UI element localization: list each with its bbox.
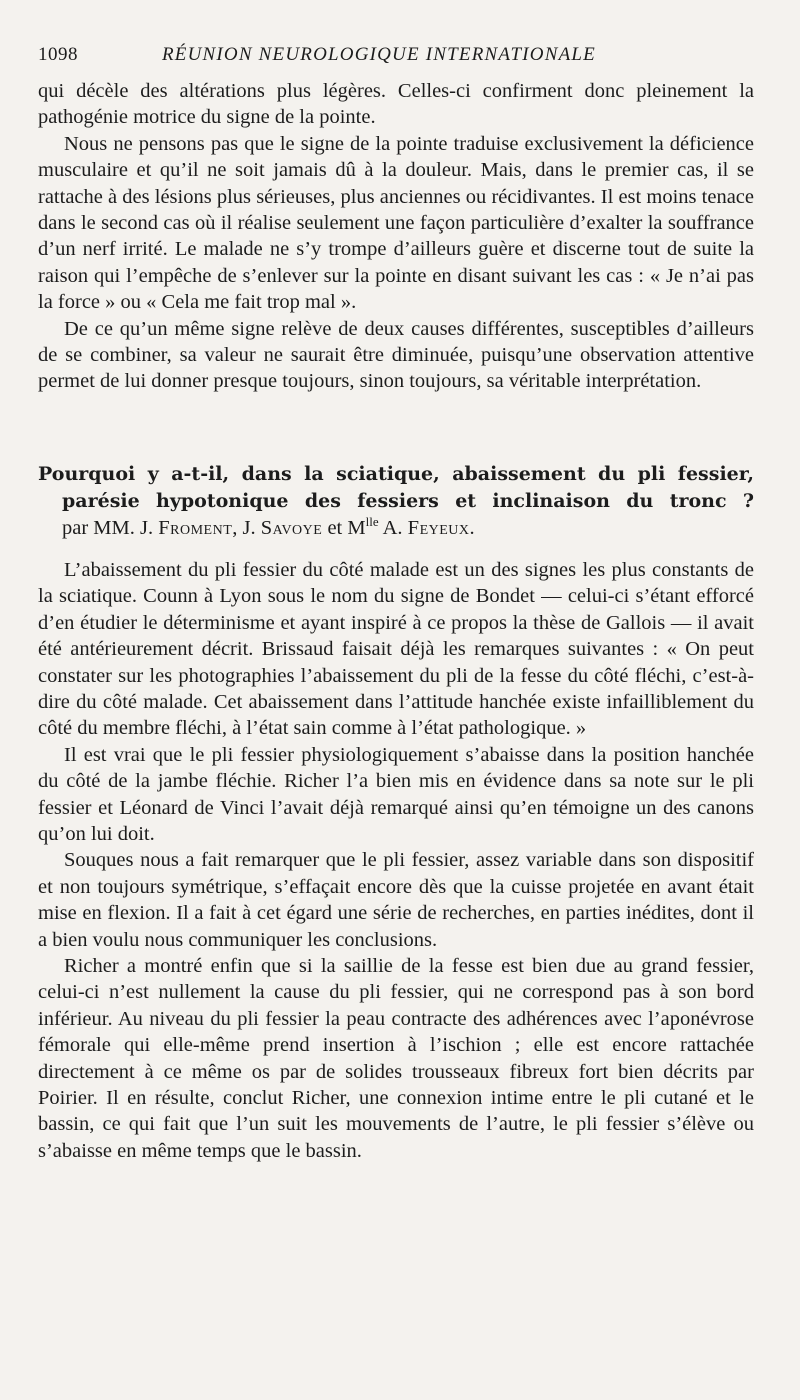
article-title — [38, 461, 754, 515]
journal-title: RÉUNION NEUROLOGIQUE INTERNATIONALE — [162, 44, 596, 65]
author-name: Froment — [158, 516, 233, 539]
authors-separator: A. — [378, 516, 403, 539]
paragraph: De ce qu’un même signe relève de deux causes différentes, susceptibles d’ailleurs de se combiner, sa valeur ne saurait être diminuée, puisqu’une observation attentive permet de lui donner presque toujours, sinon toujours, sa véritable interprétation. — [38, 317, 754, 393]
authors-separator: et M — [322, 516, 366, 539]
author-name: Savoye — [260, 516, 323, 539]
article-authors — [38, 515, 754, 541]
authors-prefix: par MM. J. — [62, 516, 154, 539]
document-page — [38, 44, 754, 1164]
paragraph: Richer a montré enfin que si la saillie de la fesse est bien due au grand fessier, celui-ci n’est nullement la cause du pli fessier, qui ne correspond pas à son bord inférieur. Au niveau du pli fessier la peau contracte des adhérences avec l’aponévrose fémorale qui elle-même prend insertion à l’ischion ; elle est encore rattachée directement à ce même os par de solides trousseaux fibreux fort bien décrits par Poirier. Il en résulte, conclut Richer, une connexion intime entre le pli cutané et le bassin, ce qui fait que l’un suit les mouvements de l’autre, le pli fessier s’élève ou s’abaisse en même temps que le bassin. — [38, 954, 754, 1162]
paragraph: Il est vrai que le pli fessier physiologiquement s’abaisse dans la position hanchée du côté de la jambe fléchie. Richer l’a bien mis en évidence dans sa note sur le pli fessier et Léonard de Vinci l’avait déjà remarqué ainsi qu’en témoigne un des canons qu’on lui doit. — [38, 743, 754, 845]
author-title-superscript: lle — [365, 514, 379, 530]
authors-separator: , J. — [232, 516, 256, 539]
article-title-line-2: parésie hypotonique des fessiers et inclinaison du tronc ? — [62, 489, 754, 512]
page-number: 1098 — [38, 44, 78, 65]
article-title-line-1: Pourquoi y a-t-il, dans la sciatique, abaissement du pli fessier, — [38, 462, 754, 485]
article-heading — [38, 461, 754, 541]
article-body — [38, 557, 754, 1164]
authors-suffix: . — [469, 516, 475, 539]
paragraph: qui décèle des altérations plus légères. Celles-ci confirment donc pleinement la pathogénie motrice du signe de la pointe. — [38, 80, 754, 129]
author-name: Feyeux — [407, 516, 470, 539]
paragraph: Nous ne pensons pas que le signe de la pointe traduise exclusivement la déficience musculaire et qu’il ne soit jamais dû à la douleur. Mais, dans le premier cas, il se rattache à des lésions plus sérieuses, plus anciennes ou récidivantes. Il est moins tenace dans le second cas où il réalise seulement une façon particulière d’exalter la souffrance d’un nerf irrité. Le malade ne s’y trompe d’ailleurs guère et discerne tout de suite la raison qui l’empêche de s’enlever sur la pointe en disant suivant les cas : « Je n’ai pas la force » ou « Cela me fait trop mal ». — [38, 132, 754, 314]
paragraph: L’abaissement du pli fessier du côté malade est un des signes les plus constants de la sciatique. Counn à Lyon sous le nom du signe de Bondet — celui-ci s’étant efforcé d’en étudier le déterminisme et ayant inspiré à ce propos la thèse de Gallois — il avait été antérieurement décrit. Brissaud faisait déjà les remarques suivantes : « On peut constater sur les photographies l’abaissement du pli de la fesse du côté fléchi, c’est-à-dire du côté malade. Cet abaissement dans l’attitude hanchée existe infailliblement du côté du membre fléchi, à l’état sain comme à l’état pathologique. » — [38, 558, 754, 740]
paragraph: Souques nous a fait remarquer que le pli fessier, assez variable dans son dispositif et non toujours symétrique, s’effaçait encore dès que la cuisse projetée en avant était mise en flexion. Il a fait à cet égard une série de recherches, en parties inédites, dont il a bien voulu nous communiquer les conclusions. — [38, 849, 754, 951]
previous-article-text — [38, 78, 754, 395]
running-header — [38, 44, 754, 66]
